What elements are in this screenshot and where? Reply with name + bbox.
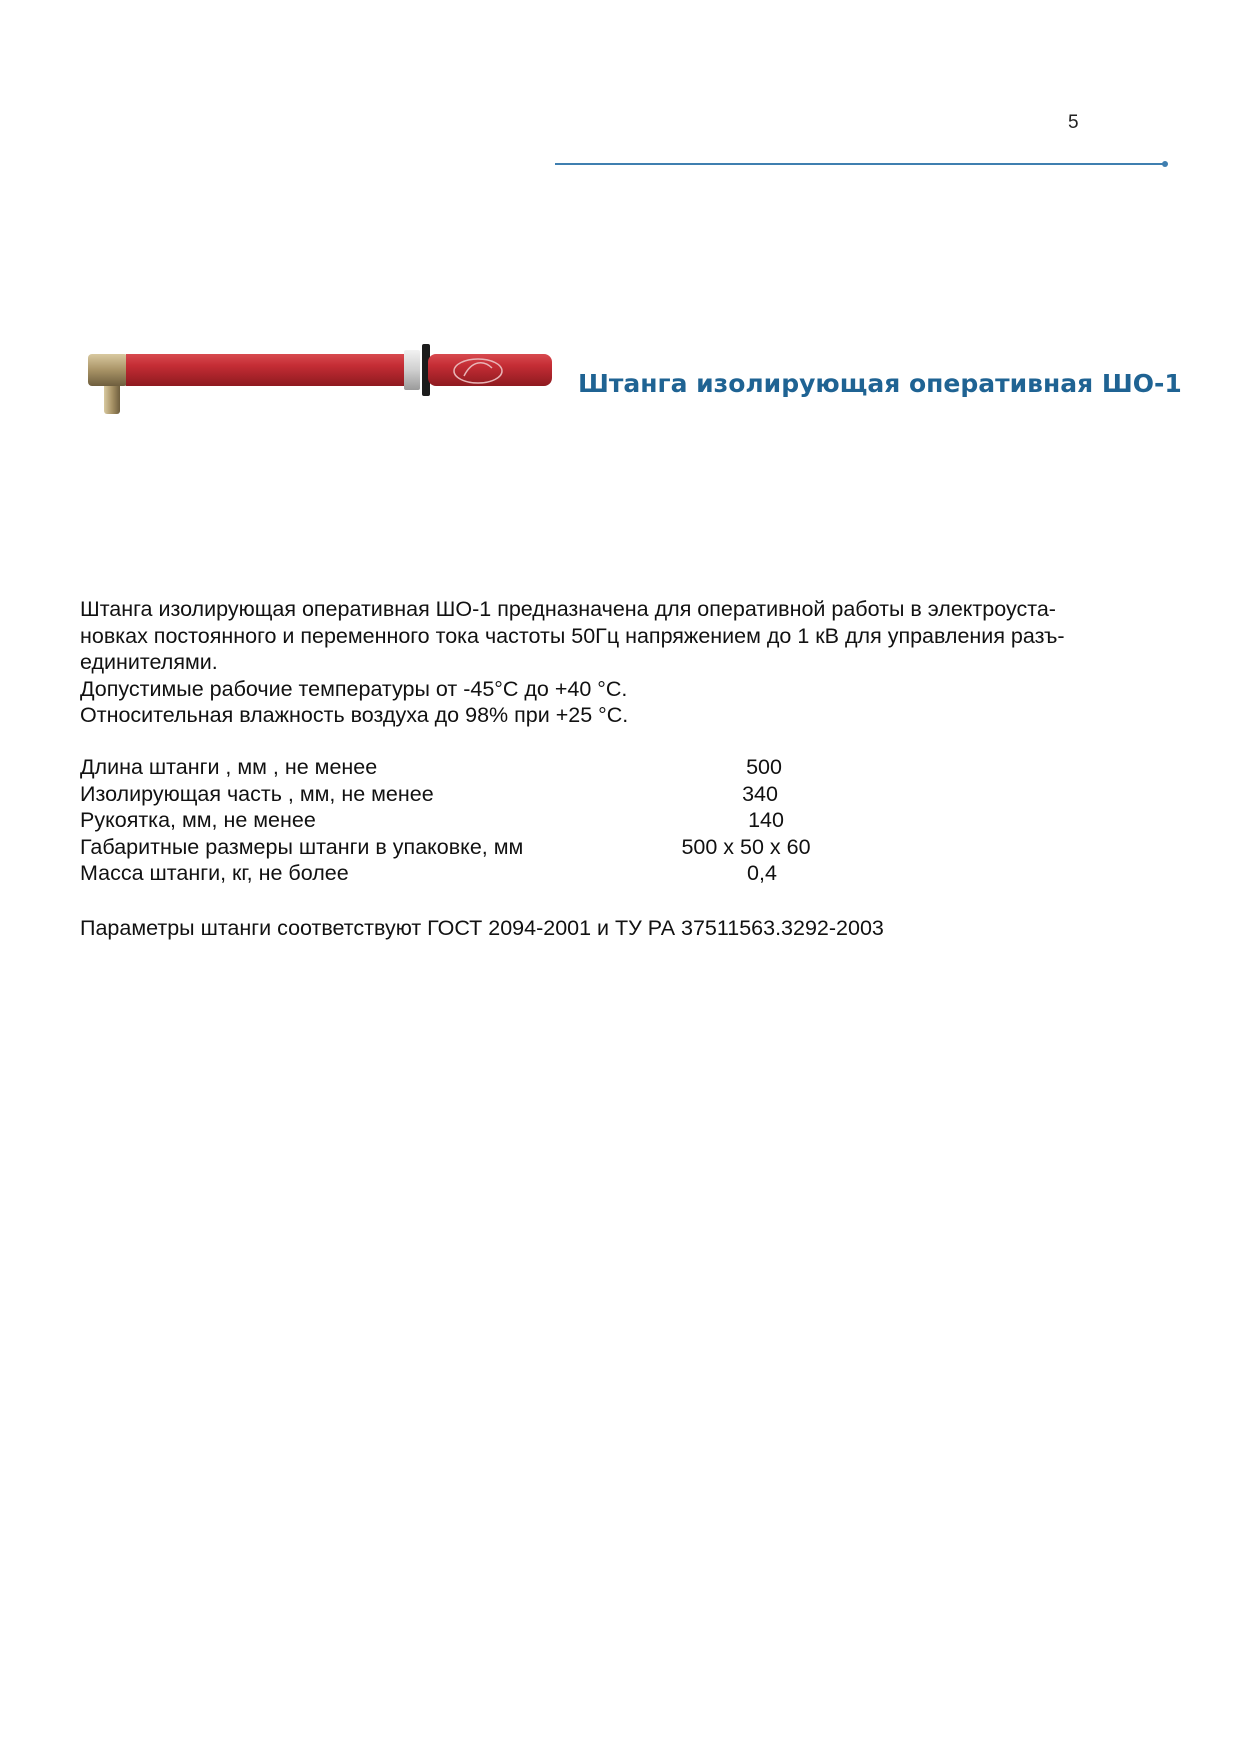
description-line: новках постоянного и переменного тока частоты 50Гц напряжением до 1 кВ для управления разъ- xyxy=(80,623,1065,648)
conformity-statement: Параметры штанги соответствуют ГОСТ 2094-2001 и ТУ РА 37511563.3292-2003 xyxy=(80,916,884,940)
description-line: единителями. xyxy=(80,650,218,674)
spec-row xyxy=(80,860,880,887)
spec-label: Изолирующая часть , мм, не менее xyxy=(80,781,434,806)
product-description xyxy=(80,596,1150,729)
humidity-line: Относительная влажность воздуха до 98% при +25 °С. xyxy=(80,703,629,727)
spec-row xyxy=(80,754,880,781)
temperature-line: Допустимые рабочие температуры от -45°С до +40 °С. xyxy=(80,676,628,701)
spec-row xyxy=(80,834,880,861)
specs-table xyxy=(80,754,880,887)
header-rule-dot xyxy=(1162,161,1168,167)
insulating-rod-image xyxy=(82,340,556,428)
spec-value: 500 xyxy=(746,755,782,779)
spec-row xyxy=(80,807,880,834)
spec-row xyxy=(80,781,880,808)
product-title: Штанга изолирующая оперативная ШО-1 xyxy=(578,369,1182,398)
spec-value: 140 xyxy=(748,808,784,832)
header-rule xyxy=(555,163,1165,165)
spec-value: 340 xyxy=(742,781,778,806)
spec-value: 500 х 50 х 60 xyxy=(681,834,811,859)
spec-label: Длина штанги , мм , не менее xyxy=(80,755,378,779)
page-number: 5 xyxy=(1068,112,1079,133)
spec-label: Габаритные размеры штанги в упаковке, мм xyxy=(80,834,524,859)
spec-label: Масса штанги, кг, не более xyxy=(80,861,349,885)
spec-label: Рукоятка, мм, не менее xyxy=(80,808,316,832)
description-line: Штанга изолирующая оперативная ШО-1 предназначена для оперативной работы в электроуста- xyxy=(80,597,1056,621)
spec-value: 0,4 xyxy=(747,861,777,885)
